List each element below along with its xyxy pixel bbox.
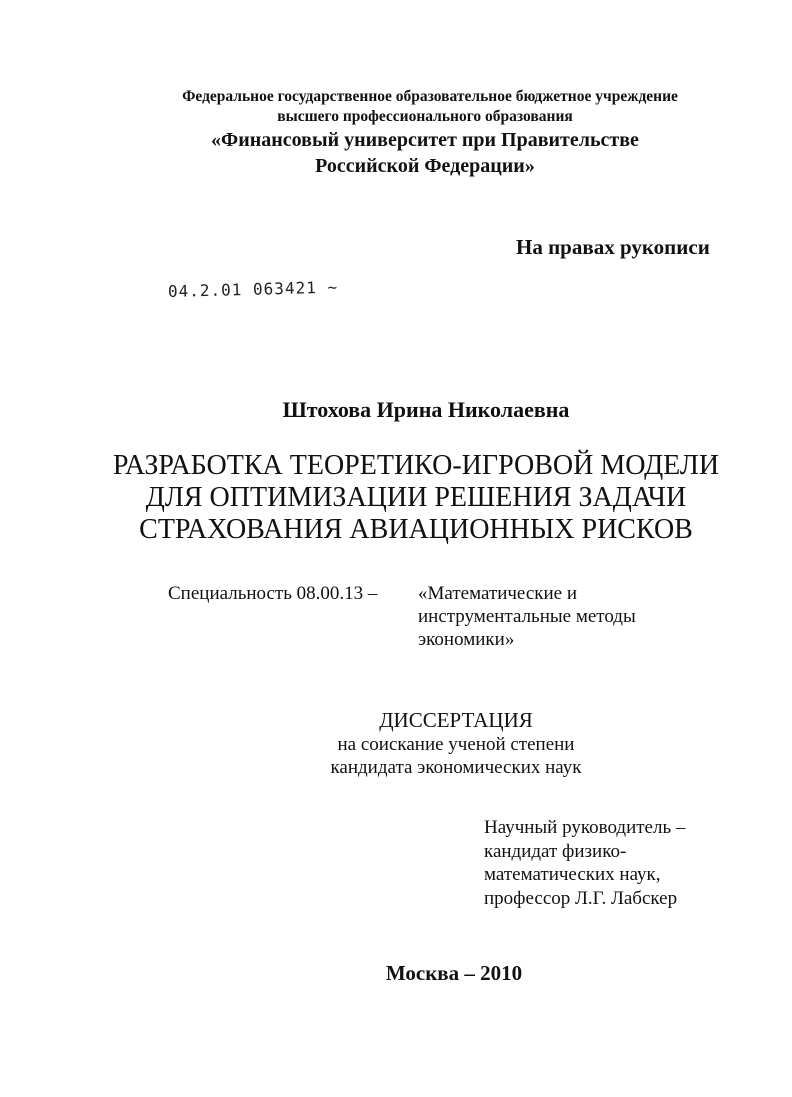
archive-stamp-number: 04.2.01 063421 ~ — [167, 277, 339, 301]
title-line-2: ДЛЯ ОПТИМИЗАЦИИ РЕШЕНИЯ ЗАДАЧИ — [145, 482, 687, 513]
dissertation-block — [0, 708, 792, 779]
institution-line-1: Федеральное государственное образовательное бюджетное учреждение — [182, 88, 678, 105]
institution-header — [70, 87, 790, 179]
specialty-value-line-3: экономики» — [418, 629, 515, 650]
institution-line-2: высшего профессионального образования — [277, 108, 573, 125]
supervisor-line-3: математических наук, — [484, 864, 661, 885]
manuscript-note: На правах рукописи — [516, 235, 710, 259]
dissertation-heading: ДИССЕРТАЦИЯ — [379, 708, 533, 732]
dissertation-line-1: на соискание ученой степени — [337, 734, 575, 755]
author-name: Штохова Ирина Николаевна — [282, 397, 570, 422]
title-line-3: СТРАХОВАНИЯ АВИАЦИОННЫХ РИСКОВ — [139, 514, 693, 545]
title-line-1: РАЗРАБОТКА ТЕОРЕТИКО-ИГРОВОЙ МОДЕЛИ — [112, 450, 720, 481]
dissertation-line-2: кандидата экономических наук — [330, 757, 582, 778]
dissertation-title — [0, 450, 792, 546]
specialty-value-line-2: инструментальные методы — [418, 606, 636, 627]
institution-line-4: Российской Федерации» — [315, 155, 535, 177]
supervisor-block — [484, 816, 685, 910]
supervisor-line-1: Научный руководитель – — [484, 817, 686, 838]
city-year: Москва – 2010 — [385, 961, 523, 985]
specialty-value — [418, 582, 718, 651]
supervisor-line-4: профессор Л.Г. Лабскер — [484, 887, 678, 909]
specialty-label: Специальность 08.00.13 – — [168, 583, 378, 604]
supervisor-line-2: кандидат физико- — [484, 840, 627, 862]
institution-line-3: «Финансовый университет при Правительстве — [211, 129, 639, 151]
specialty-value-line-1: «Математические и — [418, 583, 578, 604]
